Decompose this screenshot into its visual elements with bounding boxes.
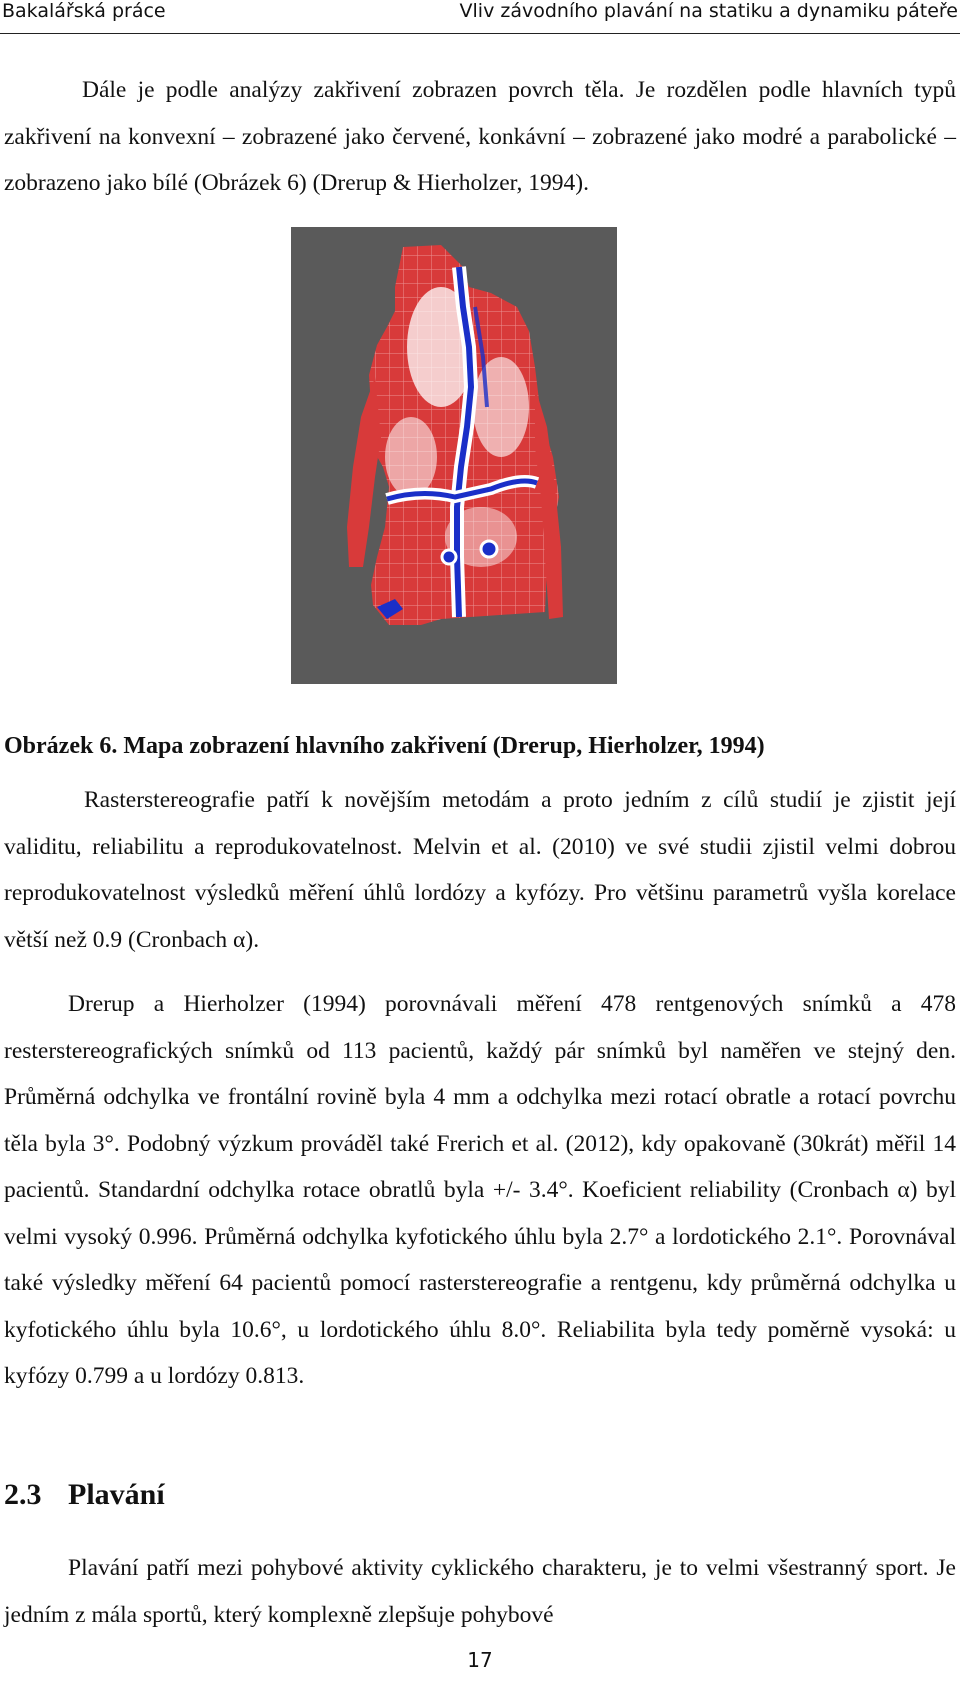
header-thesis-title: Vliv závodního plavání na statiku a dynamiku páteře: [459, 0, 958, 22]
paragraph-drerup-hierholzer-study: Drerup a Hierholzer (1994) porovnávali měření 478 rentgenových snímků a 478 resterstereografických snímků od 113 pacientů, každý pár snímků byl naměřen ve stejný den. Průměrná odchylka ve frontální rovině byla 4 mm a odchylka mezi rotací obratle a rotací povrchu těla byla 3°. Podobný výzkum prováděl také Frerich et al. (2012), kdy opakovaně (30krát) měřil 14 pacientů. Standardní odchylka rotace obratlů byla +/- 3.4°. Koeficient reliability (Cronbach α) byl velmi vysoký 0.996. Průměrná odchylka kyfotického úhlu byla 2.7° a lordotického 2.1°. Porovnával také výsledky měření 64 pacientů pomocí rasterstereografie a rentgenu, kdy průměrná odchylka u kyfotického úhlu byla 10.6°, u lordotického úhlu 8.0°. Reliabilita byla tedy poměrně vysoká: u kyfózy 0.799 a u lordózy 0.813.: [4, 991, 956, 1389]
paragraph-surface-curvature: Dále je podle analýzy zakřivení zobrazen povrch těla. Je rozdělen podle hlavních typů zakřivení na konvexní – zobrazené jako červené, konkávní – zobrazené jako modré a parabolické – zobrazeno jako bílé (Obrázek 6) (Drerup & Hierholzer, 1994).: [4, 77, 956, 196]
section-number: 2.3: [4, 1478, 42, 1511]
paragraph-swimming-intro: Plavání patří mezi pohybové aktivity cyklického charakteru, je to velmi všestranný sport. Je jedním z mála sportů, který komplexně zlepšuje pohybové: [4, 1555, 956, 1628]
left-arm-surface: [347, 377, 381, 567]
page-number: 17: [467, 1648, 493, 1672]
paragraph-rasterstereography-validity: Rasterstereografie patří k novějším metodám a proto jedním z cílů studií je zjistit její validitu, reliabilitu a reprodukovatelnost. Melvin et al. (2010) ve své studii zjistil velmi dobrou reprodukovatelnost výsledků měření úhlů lordózy a kyfózy. Pro většinu parametrů vyšla korelace větší než 0.9 (Cronbach α).: [4, 787, 956, 953]
section-title: Plavání: [68, 1478, 165, 1511]
figure-caption: Obrázek 6. Mapa zobrazení hlavního zakřivení (Drerup, Hierholzer, 1994): [4, 733, 765, 759]
header-thesis-type: Bakalářská práce: [2, 0, 166, 22]
back-surface-curvature-map: [291, 227, 617, 684]
running-header: [0, 0, 960, 34]
section-heading: [4, 1478, 165, 1512]
curvature-map-figure: [291, 227, 617, 684]
